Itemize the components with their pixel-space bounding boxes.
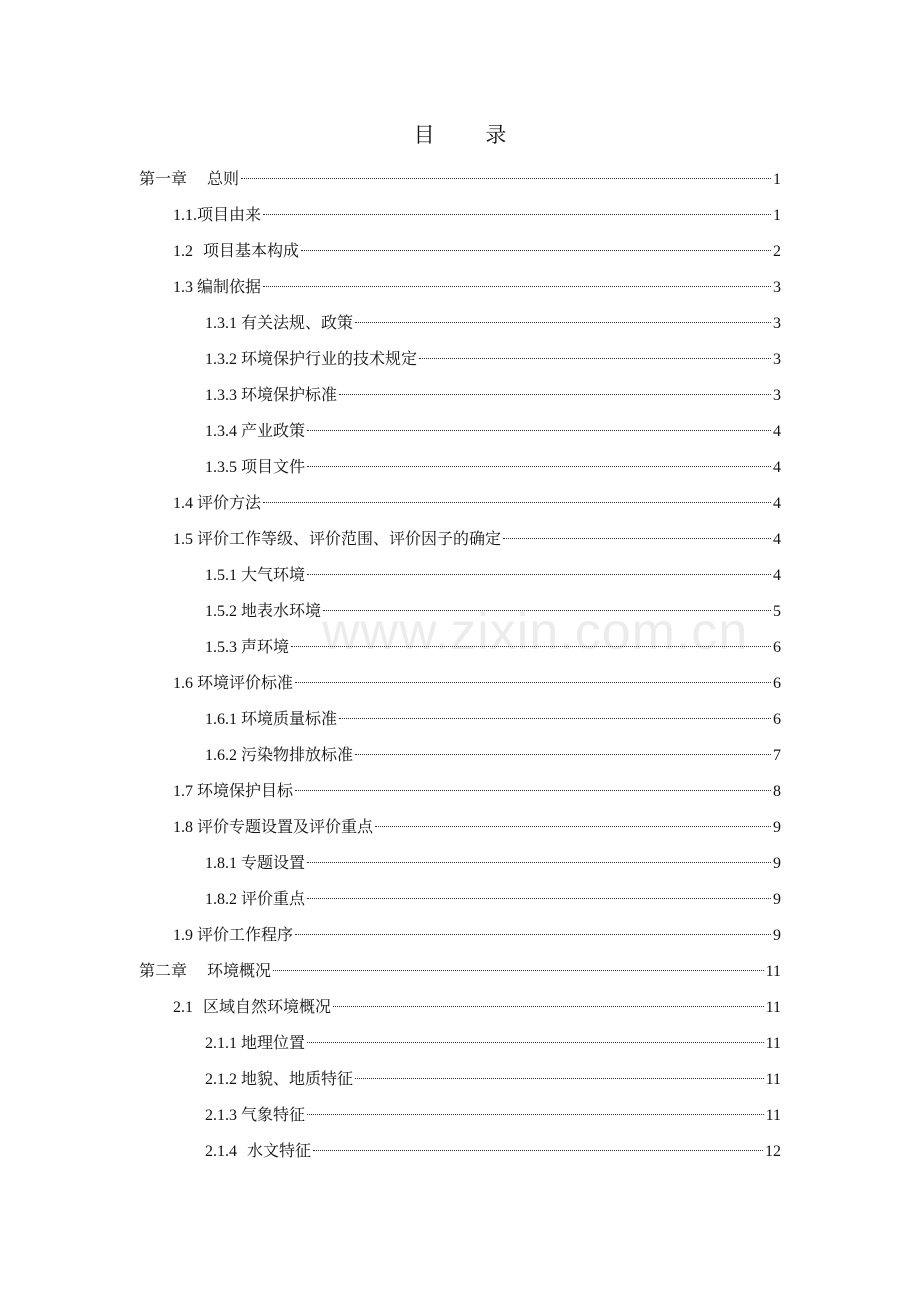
toc-entry-number: 1.3.2 [205,351,237,368]
toc-entry-page: 12 [765,1143,781,1160]
toc-entry-page: 11 [765,1071,781,1088]
page-title: 目 录 [413,123,529,147]
toc-entry[interactable] [205,742,781,768]
toc-entry-page: 1 [773,171,781,188]
toc-entry[interactable] [205,562,781,588]
toc-dot-leader [339,718,771,719]
toc-entry-page: 4 [773,531,781,548]
toc-entry-number: 2.1 [173,999,193,1016]
toc-dot-leader [307,862,771,863]
toc-entry[interactable] [205,346,781,372]
toc-entry-page: 3 [773,387,781,404]
toc-entry[interactable] [139,958,781,984]
toc-dot-leader [295,682,771,683]
toc-entry-number: 1.5.3 [205,639,237,656]
toc-entry-page: 4 [773,567,781,584]
toc-entry-number: 1.3 [173,279,193,296]
toc-entry[interactable] [173,814,781,840]
toc-entry-page: 6 [773,711,781,728]
toc-entry[interactable] [173,526,781,552]
toc-entry-number: 1.7 [173,783,193,800]
toc-entry-number: 第一章 [139,171,188,188]
toc-entry-number: 1.4 [173,495,193,512]
toc-entry[interactable] [205,310,781,336]
toc-entry-page: 3 [773,351,781,368]
toc-dot-leader [273,970,764,971]
toc-dot-leader [307,574,771,575]
toc-entry[interactable] [205,1102,781,1128]
toc-entry-page: 3 [773,279,781,296]
toc-entry-title: 项目由来 [197,205,262,224]
toc-entry-title: 环境保护标准 [241,385,338,404]
toc-entry-number: 1.2 [173,243,193,260]
toc-entry-number: 1.1. [173,207,197,224]
toc-dot-leader [419,358,771,359]
toc-entry-title: 环境评价标准 [197,673,294,692]
toc-entry[interactable] [205,850,781,876]
toc-entry[interactable] [173,274,781,300]
toc-entry-title: 总则 [207,169,240,188]
toc-entry[interactable] [173,922,781,948]
toc-dot-leader [295,790,771,791]
toc-dot-leader [307,1042,764,1043]
toc-entry[interactable] [173,670,781,696]
toc-entry[interactable] [205,1030,781,1056]
toc-entry[interactable] [173,994,781,1020]
toc-dot-leader [263,502,771,503]
toc-entry-page: 4 [773,423,781,440]
toc-entry-title: 污染物排放标准 [241,745,354,764]
toc-entry-title: 评价工作程序 [197,925,294,944]
watermark: www.zixin.com.cn [322,603,749,661]
toc-entry-page: 8 [773,783,781,800]
toc-entry[interactable] [205,886,781,912]
toc-entry-title: 大气环境 [241,565,306,584]
toc-entry[interactable] [205,598,781,624]
toc-dot-leader [375,826,771,827]
toc-entry-page: 2 [773,243,781,260]
toc-entry-page: 7 [773,747,781,764]
toc-dot-leader [307,430,771,431]
toc-entry[interactable] [173,778,781,804]
toc-dot-leader [333,1006,764,1007]
toc-dot-leader [307,466,771,467]
toc-entry-number: 1.5.1 [205,567,237,584]
toc-entry-number: 2.1.2 [205,1071,237,1088]
toc-entry-title: 评价方法 [197,493,262,512]
toc-entry-number: 1.9 [173,927,193,944]
toc-entry[interactable] [173,238,781,264]
toc-dot-leader [241,178,771,179]
toc-entry-number: 1.3.5 [205,459,237,476]
toc-entry-page: 11 [765,1035,781,1052]
toc-entry-title: 评价专题设置及评价重点 [197,817,374,836]
toc-entry-title: 环境质量标准 [241,709,338,728]
toc-entry-page: 4 [773,459,781,476]
toc-entry[interactable] [205,1138,781,1164]
toc-entry-title: 气象特征 [241,1105,306,1124]
toc-entry[interactable] [205,418,781,444]
toc-entry-page: 5 [773,603,781,620]
toc-entry-number: 2.1.3 [205,1107,237,1124]
toc-entry-number: 1.5.2 [205,603,237,620]
toc-dot-leader [263,214,771,215]
toc-dot-leader [307,898,771,899]
toc-entry[interactable] [173,202,781,228]
toc-entry-title: 编制依据 [197,277,262,296]
toc-entry-title: 环境保护行业的技术规定 [241,349,418,368]
toc-entry-number: 第二章 [139,963,188,980]
toc-entry-title: 地理位置 [241,1033,306,1052]
toc-entry-page: 9 [773,891,781,908]
toc-entry[interactable] [205,634,781,660]
toc-entry-page: 9 [773,855,781,872]
toc-dot-leader [301,250,771,251]
toc-entry-title: 地貌、地质特征 [241,1069,354,1088]
toc-entry[interactable] [205,382,781,408]
toc-entry-number: 1.6.2 [205,747,237,764]
toc-entry-title: 地表水环境 [241,601,322,620]
toc-entry-number: 2.1.4 [205,1143,237,1160]
toc-entry[interactable] [205,706,781,732]
toc-entry-page: 3 [773,315,781,332]
toc-dot-leader [291,646,771,647]
toc-entry-title: 专题设置 [241,853,306,872]
toc-entry-page: 6 [773,639,781,656]
toc-entry-page: 9 [773,927,781,944]
toc-entry-title: 有关法规、政策 [241,313,354,332]
toc-entry-title: 水文特征 [247,1141,312,1160]
toc-entry-number: 1.8 [173,819,193,836]
toc-entry[interactable] [139,166,781,192]
toc-entry-title: 环境保护目标 [197,781,294,800]
toc-entry-page: 9 [773,819,781,836]
toc-entry-number: 1.6.1 [205,711,237,728]
toc-entry-number: 1.3.3 [205,387,237,404]
toc-entry-page: 11 [765,963,781,980]
toc-dot-leader [355,1078,764,1079]
toc-dot-leader [295,934,771,935]
toc-entry-number: 1.8.1 [205,855,237,872]
toc-entry-title: 产业政策 [241,421,306,440]
toc-entry-number: 1.3.1 [205,315,237,332]
toc-dot-leader [355,754,771,755]
toc-dot-leader [503,538,771,539]
toc-entry[interactable] [173,490,781,516]
toc-entry-number: 1.8.2 [205,891,237,908]
toc-entry-title: 项目基本构成 [203,241,300,260]
toc-entry-page: 6 [773,675,781,692]
toc-entry[interactable] [205,454,781,480]
toc-entry-title: 项目文件 [241,457,306,476]
toc-entry-page: 11 [765,999,781,1016]
toc-entry[interactable] [205,1066,781,1092]
toc-entry-page: 11 [765,1107,781,1124]
toc-entry-title: 评价重点 [241,889,306,908]
toc-dot-leader [355,322,771,323]
toc-entry-number: 1.6 [173,675,193,692]
toc-entry-number: 1.5 [173,531,193,548]
toc-dot-leader [339,394,771,395]
toc-dot-leader [323,610,771,611]
toc-dot-leader [307,1114,764,1115]
toc-entry-page: 1 [773,207,781,224]
toc-entry-number: 1.3.4 [205,423,237,440]
toc-entry-title: 评价工作等级、评价范围、评价因子的确定 [197,529,502,548]
toc-entry-title: 区域自然环境概况 [203,997,332,1016]
toc-entry-title: 环境概况 [207,961,272,980]
toc-dot-leader [313,1150,763,1151]
toc-entry-title: 声环境 [241,637,290,656]
toc-entry-page: 4 [773,495,781,512]
toc-dot-leader [263,286,771,287]
toc-entry-number: 2.1.1 [205,1035,237,1052]
